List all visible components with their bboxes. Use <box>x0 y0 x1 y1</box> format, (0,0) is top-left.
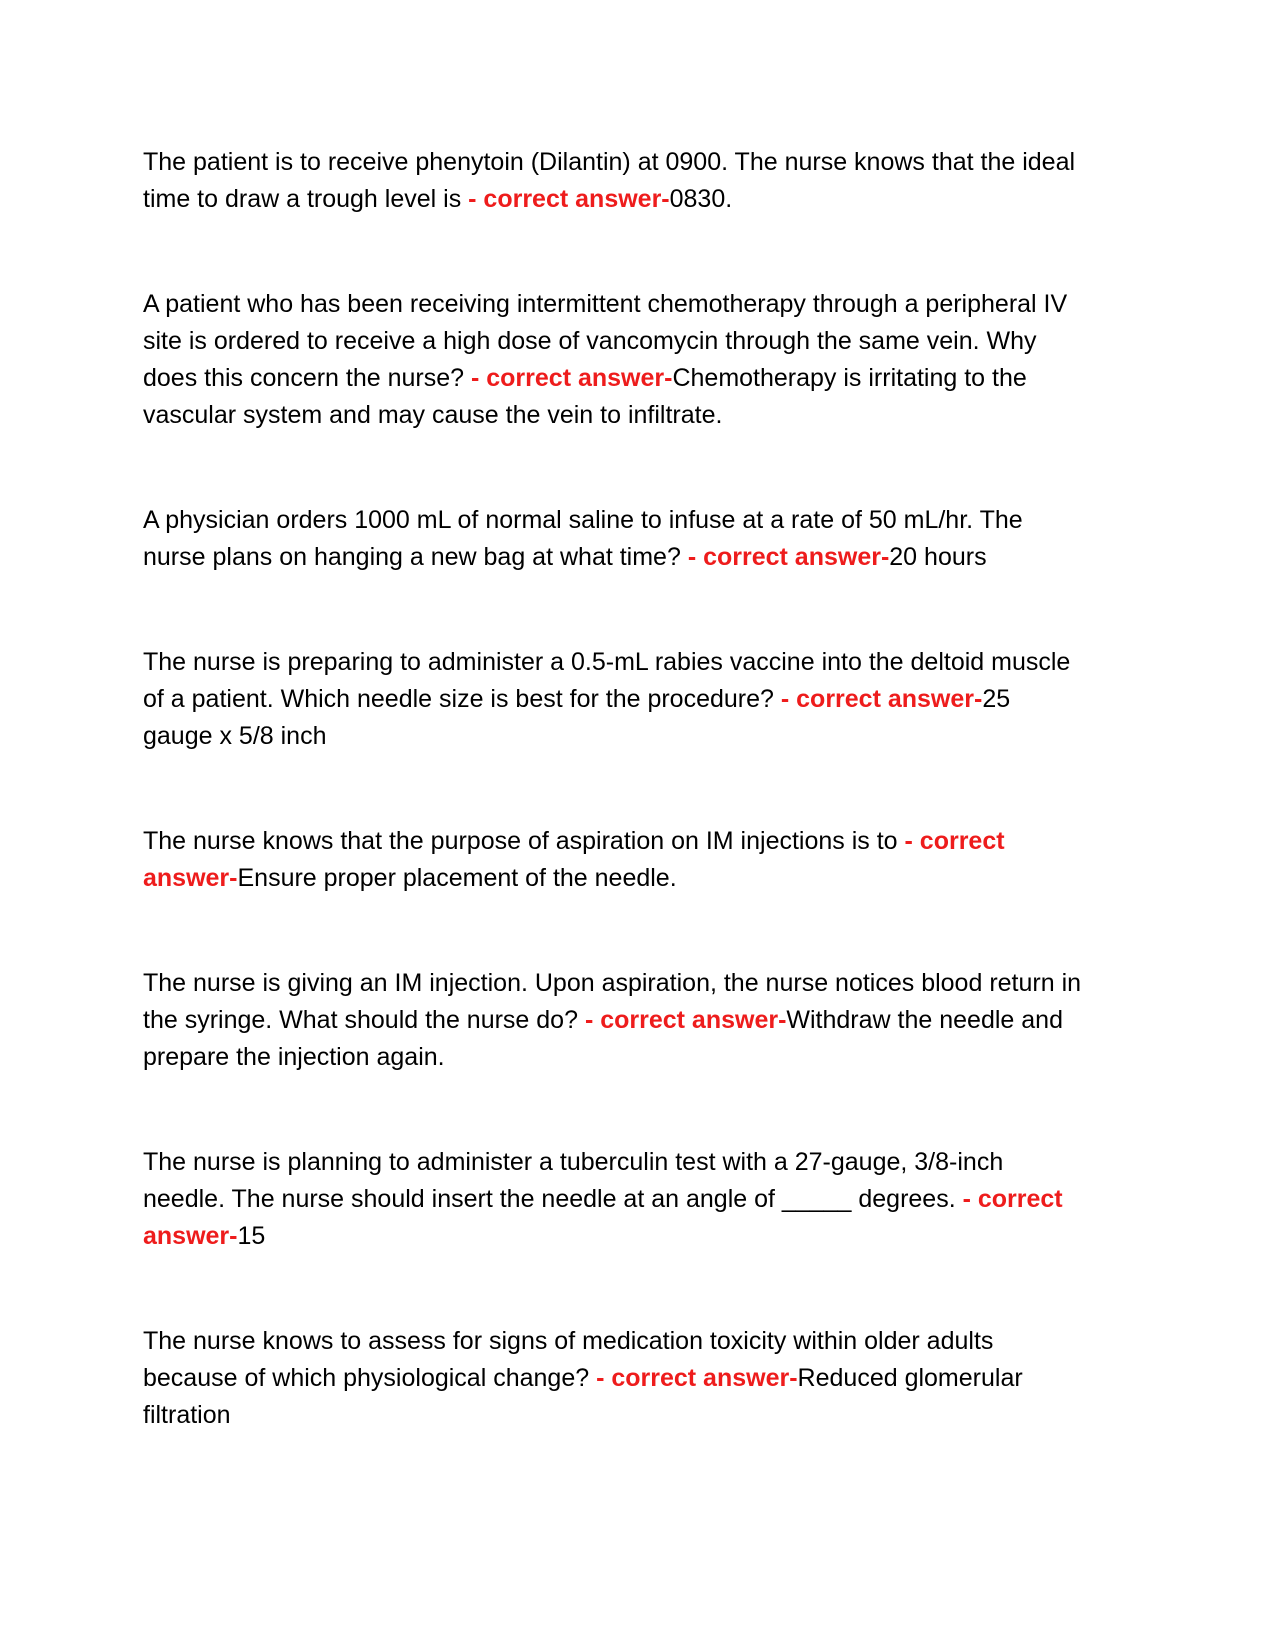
question-text: The patient is to receive phenytoin (Dilantin) at 0900. The nurse knows that the ideal time to draw a trough level is <box>143 148 1076 213</box>
qa-item-1 <box>143 144 1083 218</box>
question-text: The nurse knows to assess for signs of medication toxicity within older adults because of which physiological change? <box>143 1327 994 1392</box>
answer-text: Chemotherapy is irritating to the vascular system and may cause the vein to infiltrate. <box>143 364 1027 429</box>
answer-text: 15 <box>237 1222 266 1250</box>
correct-answer-label: - correct answer- <box>780 685 983 713</box>
correct-answer-label: - correct answer- <box>468 185 670 213</box>
correct-answer-label: - correct answer- <box>143 1185 1063 1250</box>
answer-text: Reduced glomerular filtration <box>143 1364 1023 1429</box>
correct-answer-label: - correct answer- <box>470 364 673 392</box>
question-text: The nurse is preparing to administer a 0.5-mL rabies vaccine into the deltoid muscle of a patient. Which needle size is best for the procedure? <box>143 648 1071 713</box>
question-text: The nurse is planning to administer a tuberculin test with a 27-gauge, 3/8-inch needle. The nurse should insert the needle at an angle of _____ degrees. <box>143 1148 1004 1213</box>
question-text: A physician orders 1000 mL of normal saline to infuse at a rate of 50 mL/hr. The nurse plans on hanging a new bag at what time? <box>143 506 1023 571</box>
answer-text: 0830. <box>669 185 733 213</box>
qa-item-7 <box>143 1144 1083 1255</box>
qa-item-4 <box>143 644 1083 755</box>
correct-answer-label: - correct answer- <box>596 1364 798 1392</box>
correct-answer-label: - correct answer- <box>584 1006 787 1034</box>
answer-text: Ensure proper placement of the needle. <box>237 864 677 892</box>
answer-text: 25 gauge x 5/8 inch <box>143 685 1011 750</box>
question-text: The nurse knows that the purpose of aspiration on IM injections is to <box>143 827 905 855</box>
qa-item-2 <box>143 286 1083 434</box>
question-text: The nurse is giving an IM injection. Upon aspiration, the nurse notices blood return in the syringe. What should the nurse do? <box>143 969 1082 1034</box>
answer-text: Withdraw the needle and prepare the injection again. <box>143 1006 1063 1071</box>
correct-answer-label: - correct answer- <box>143 827 1005 892</box>
correct-answer-label: - correct answer- <box>687 543 890 571</box>
answer-text: 20 hours <box>889 543 987 571</box>
qa-item-8 <box>143 1323 1083 1434</box>
question-text: A patient who has been receiving intermittent chemotherapy through a peripheral IV site is ordered to receive a high dose of vancomycin through the same vein. Why does this concern the nurse? <box>143 290 1068 392</box>
qa-item-3 <box>143 502 1083 576</box>
document-page <box>143 144 1083 1434</box>
qa-item-6 <box>143 965 1083 1076</box>
qa-item-5 <box>143 823 1083 897</box>
